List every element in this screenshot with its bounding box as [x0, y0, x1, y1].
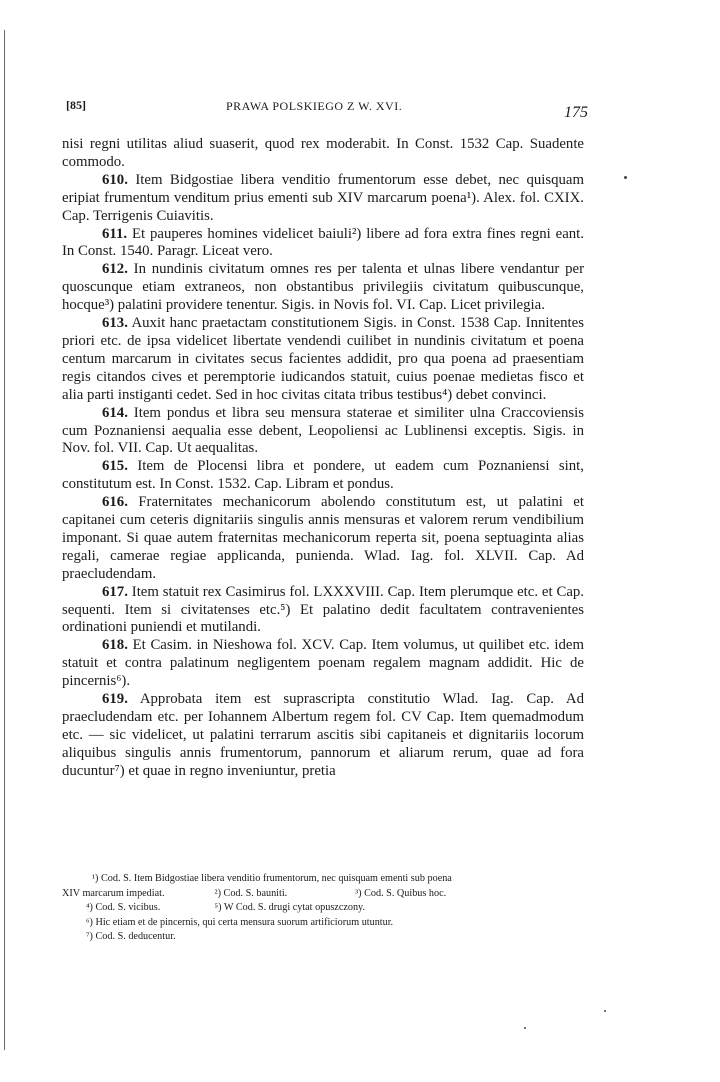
- section-text: Item Bidgostiae libera venditio frumentorum esse debet, nec quisquam eripiat frumentum venditum prius ementi sub XIV marcarum poena¹). Alex. fol. CXIX. Cap. Terrigenis Cuiavitis.: [62, 171, 584, 224]
- section-text: Et Casim. in Nieshowa fol. XCV. Cap. Item volumus, ut quilibet etc. idem statuit et contra palatinum negligentem poenam regalem magnam addidit. Hic de pincernis⁶).: [62, 637, 584, 690]
- footnote-6: ⁶) Hic etiam et de pincernis, qui certa mensura suorum artificiorum utuntur.: [86, 916, 394, 928]
- footnote-5: ⁵) W Cod. S. drugi cytat opuszczony.: [214, 902, 366, 913]
- section-number: 612.: [102, 261, 128, 278]
- paragraph-continuation: [62, 136, 584, 172]
- section-number: 619.: [102, 691, 128, 708]
- footnote-1: ¹) Cod. S. Item Bidgostiae libera venditio frumentorum, nec quisquam ementi sub poena: [92, 873, 452, 884]
- section-number: 611.: [102, 225, 128, 242]
- section-text: Item statuit rex Casimirus fol. LXXXVIII. Cap. Item plerumque etc. et Cap. sequenti. Item si civitatenses etc.⁵) Et palatino dedit facultatem contravenientes ordinationi puniendi et mutilandi.: [62, 583, 584, 636]
- section-615: [62, 458, 584, 494]
- section-number: 617.: [102, 583, 128, 600]
- main-text: [62, 136, 584, 781]
- footnote-row-4-5: [62, 901, 584, 916]
- section-614: [62, 405, 584, 459]
- scan-speck: [604, 1010, 606, 1012]
- paragraph-text: nisi regni utilitas aliud suaserit, quod rex moderabit. In Const. 1532 Cap. Suadente commodo.: [62, 136, 584, 170]
- section-text: Et pauperes homines videlicet baiuli²) libere ad fora extra fines regni eant. In Const. 1540. Paragr. Liceat vero.: [62, 225, 584, 260]
- section-text: In nundinis civitatum omnes res per talenta et ulnas libere vendantur per quoscunque etiam extraneos, non obstantibus privilegiis civitatum quibuscunque, hocque³) palatini providere tenentur. Sigis. in Novis fol. VI. Cap. Licet privilegia.: [62, 261, 584, 314]
- section-616: [62, 494, 584, 584]
- footnote-row-1-2-3: [62, 887, 584, 902]
- scan-speck: [524, 1027, 526, 1029]
- section-text: Auxit hanc praetactam constitutionem Sigis. in Const. 1538 Cap. Innitentes priori etc. de ipsa videlicet libertate vendendi cuilibet in nundinis civitatum et poena centum marcarum in civitates secus facientes addidit, pro qua poena ad praesentiam regis citandos cives et peremptorie iudicandos statuit, cuius poenae medietas fisco et alia parti instiganti cedet. Sed in hoc civitas citata tribus testibus⁴) debet convinci.: [62, 315, 584, 403]
- footnote-2: ²) Cod. S. bauniti.: [214, 887, 288, 899]
- section-number: 614.: [102, 404, 128, 421]
- section-text: Item pondus et libra seu mensura staterae et similiter ulna Craccoviensis cum Poznaniensi aequalia esse debent, Leopoliensi ac Lublinensi exceptis. Sigis. in Nov. fol. VII. Cap. Ut aequalitas.: [62, 404, 584, 457]
- section-number: 616.: [102, 494, 128, 511]
- footnote-7: ⁷) Cod. S. deducentur.: [86, 931, 176, 942]
- page-bracket-number: [85]: [66, 98, 86, 112]
- footnote-4: ⁴) Cod. S. vicibus.: [86, 902, 161, 913]
- page-edge-rule: [4, 30, 5, 1050]
- section-610: [62, 172, 584, 226]
- section-text: Item de Plocensi libra et pondere, ut eadem cum Poznaniensi sint, constitutum est. In Const. 1532. Cap. Libram et pondus.: [62, 458, 584, 493]
- section-number: 610.: [102, 171, 128, 188]
- section-613: [62, 315, 584, 405]
- section-611: [62, 226, 584, 262]
- section-618: [62, 637, 584, 691]
- section-number: 615.: [102, 458, 128, 475]
- section-number: 618.: [102, 637, 128, 654]
- section-text: Approbata item est suprascripta constitutio Wlad. Iag. Cap. Ad praecludendam etc. per Iohannem Albertum regem fol. CV Cap. Item quemadmodum etc. — sic videlicet, ut palatini terrarum ascitis sibi capitaneis et dignitariis locorum aliquibus singulis annis frumentorum, pannorum et aliarum rerum, quae ad fora ducuntur⁷) et quae in regno inveniuntur, pretia: [62, 691, 584, 779]
- section-number: 613.: [102, 315, 128, 332]
- running-title: PRAWA POLSKIEGO Z W. XVI.: [226, 99, 403, 113]
- footnote-3: ³) Cod. S. Quibus hoc.: [355, 887, 447, 899]
- section-612: [62, 261, 584, 315]
- section-text: Fraternitates mechanicorum abolendo constitutum est, ut palatini et capitanei cum ceteris dignitariis singulis annis mensuras et valorem rerum vendibilium imponant. Si quae autem fraternitas mechanicorum reperta sit, poena septuaginta alias regali, camerae regiae applicanda, punienda. Wlad. Iag. fol. XLVII. Cap. Ad praecludendam.: [62, 494, 584, 582]
- page-number: 175: [564, 104, 588, 121]
- scan-speck: [624, 176, 627, 179]
- section-619: [62, 691, 584, 781]
- running-header: [66, 96, 588, 124]
- footnotes: [62, 872, 584, 945]
- footnote-1-continuation: XIV marcarum impediat.: [62, 887, 165, 899]
- section-617: [62, 584, 584, 638]
